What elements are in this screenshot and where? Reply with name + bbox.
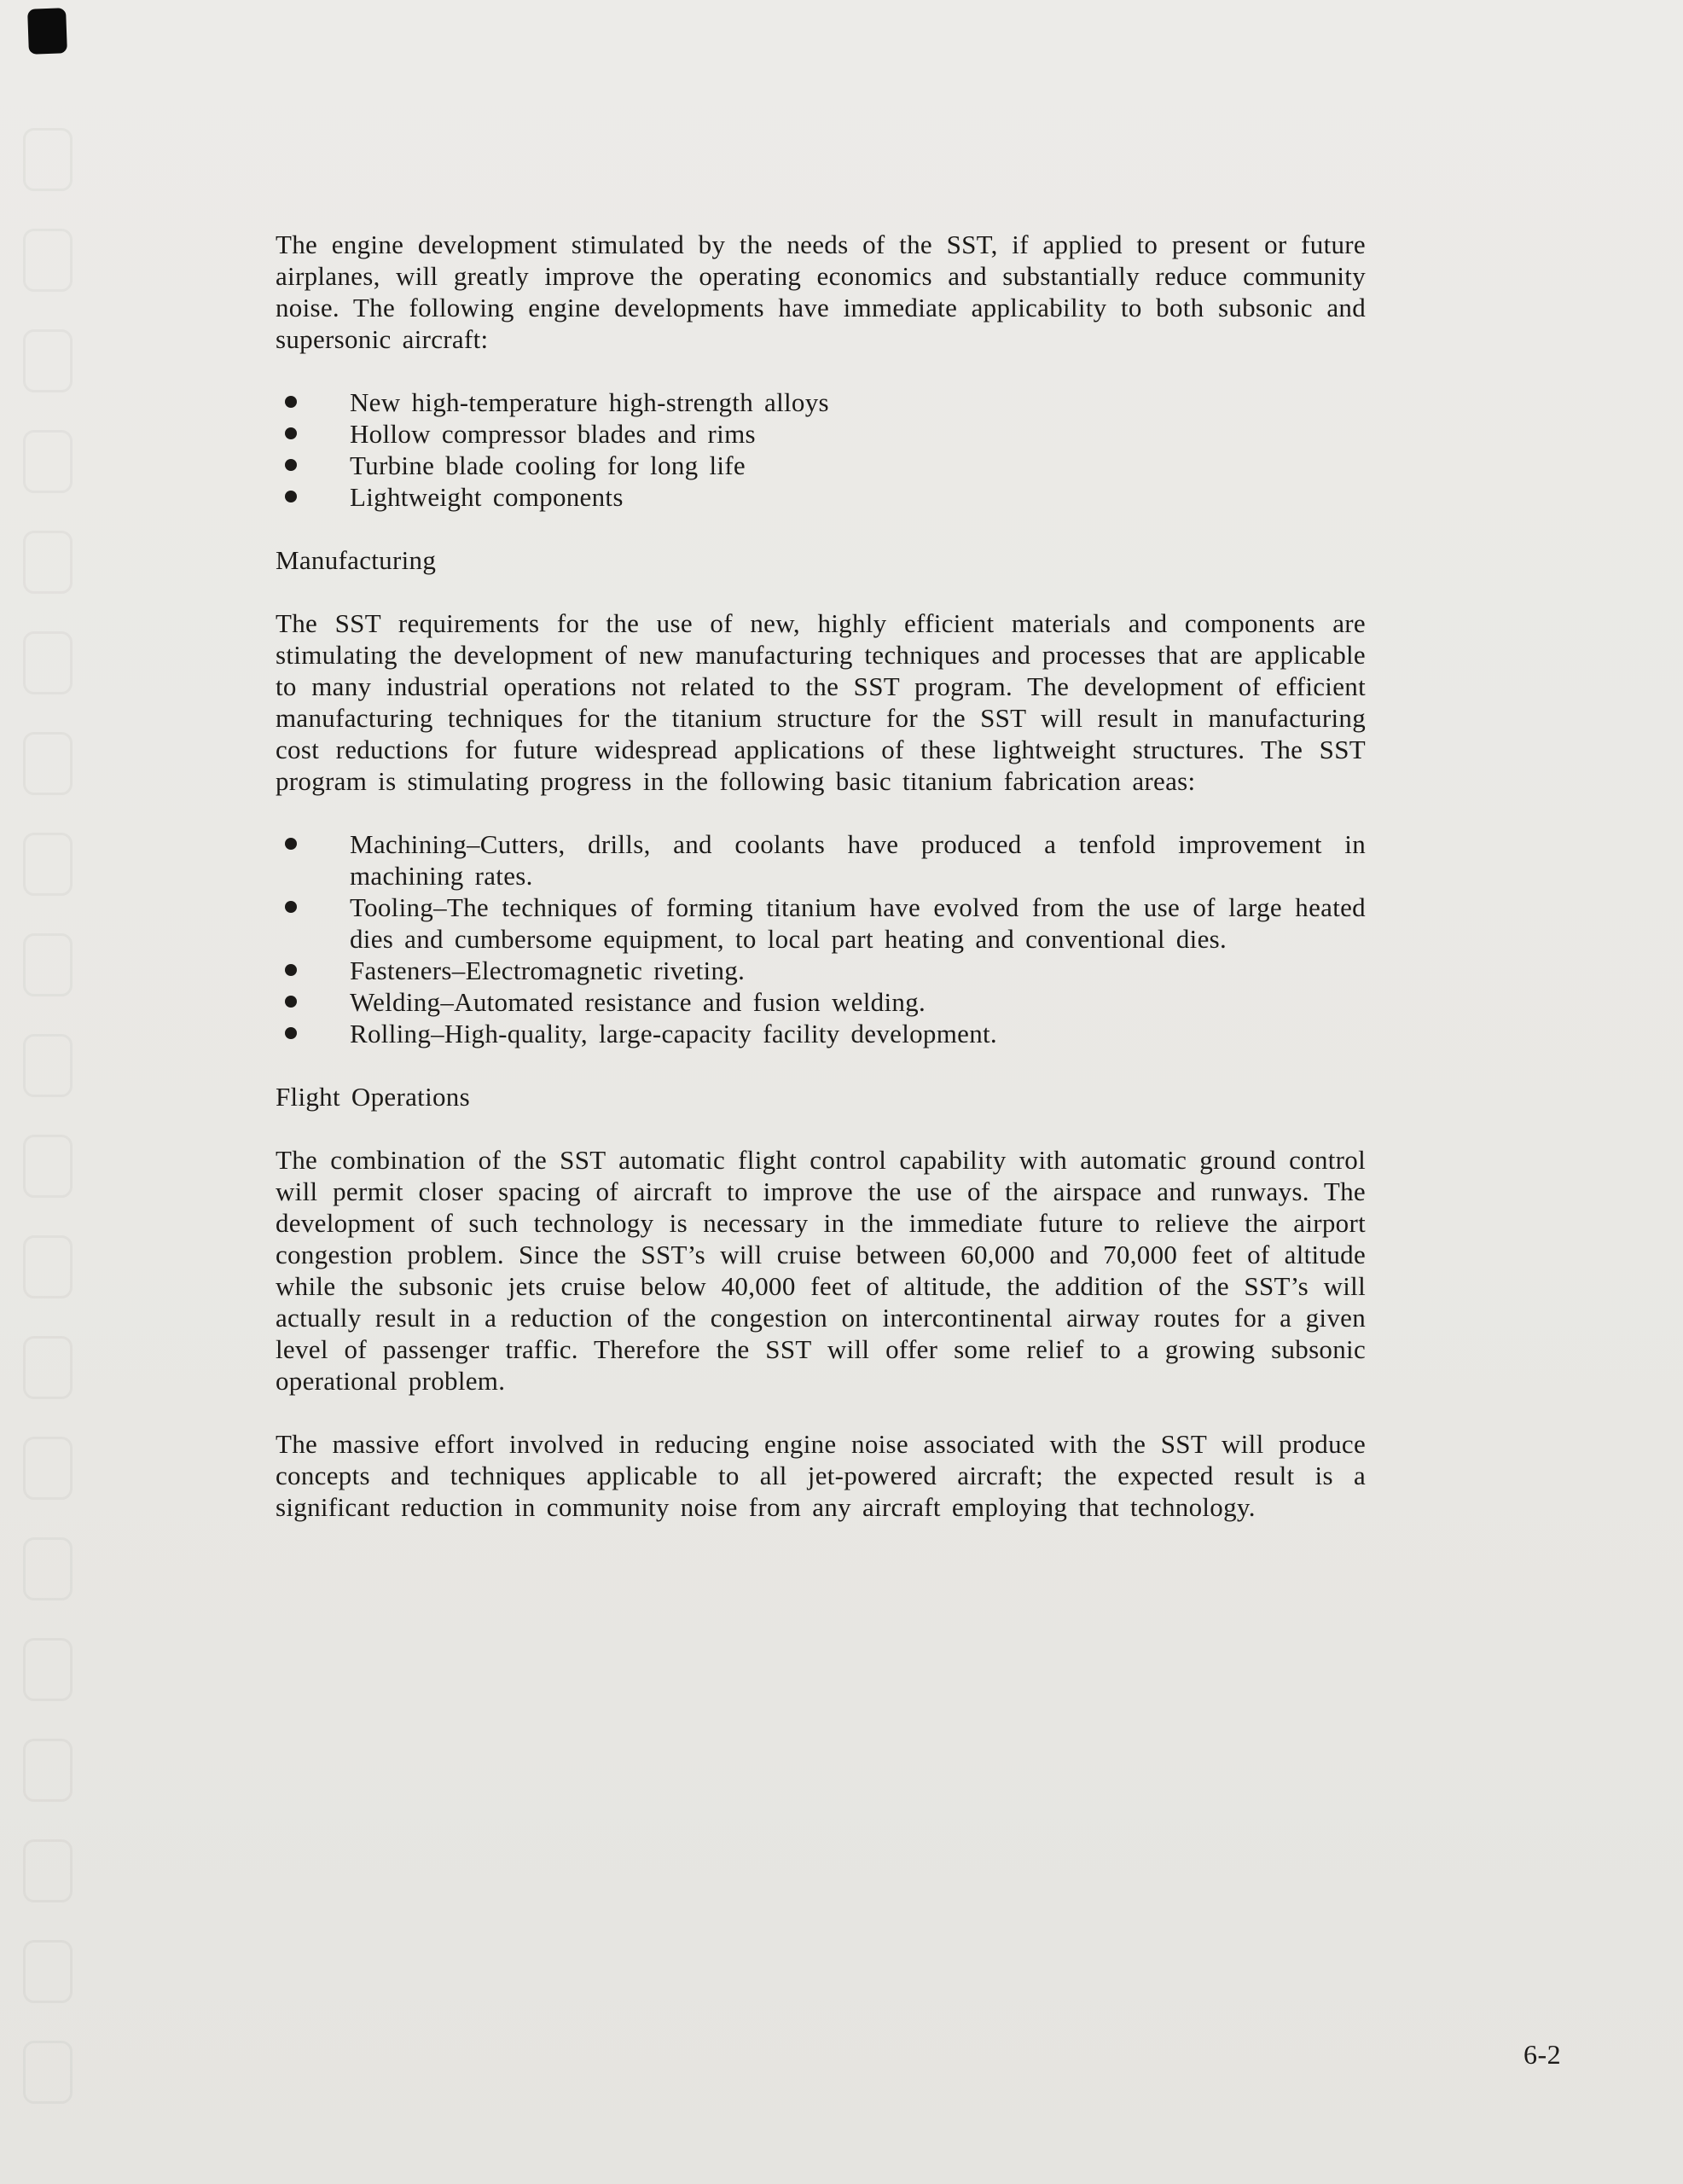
bullet-icon — [285, 996, 297, 1008]
bullet-icon — [285, 396, 297, 408]
ring-shadow — [23, 732, 73, 795]
body-paragraph-engine-noise: The massive effort involved in reducing engine noise associated with the SST will produce concepts and techniques applicable to all jet-powered aircraft; the expected result is a significant reduction in community noise from any aircraft employing that technology. — [276, 1429, 1366, 1522]
list-item-text: Machining–Cutters, drills, and coolants have produced a tenfold improvement in machining rates. — [350, 829, 1366, 891]
list-item — [276, 386, 1366, 418]
list-item — [276, 450, 1366, 481]
list-item-text: Fasteners–Electromagnetic riveting. — [350, 956, 746, 985]
bullet-icon — [285, 491, 297, 502]
list-item-text: Lightweight components — [350, 482, 624, 512]
list-item — [276, 481, 1366, 513]
ring-shadow — [23, 1638, 73, 1701]
section-heading-manufacturing: Manufacturing — [276, 545, 437, 575]
bullet-icon — [285, 901, 297, 913]
ring-shadow — [23, 1135, 73, 1198]
page-content — [276, 229, 1366, 1523]
ring-shadow — [23, 1537, 73, 1600]
ring-shadow — [23, 1739, 73, 1802]
ring-shadow — [23, 631, 73, 694]
body-paragraph-manufacturing: The SST requirements for the use of new, highly efficient materials and components are stimulating the development of new manufacturing techniques and processes that are applicable to many industrial operations not related to the SST program. The development of efficient manufacturing techniques for the titanium structure for the SST will result in manufacturing cost reductions for future widespread applications of these lightweight structures. The SST program is stimulating progress in the following basic titanium fabrication areas: — [276, 608, 1366, 796]
bullet-icon — [285, 459, 297, 471]
ring-shadow — [23, 1940, 73, 2003]
body-paragraph-engine-development: The engine development stimulated by the needs of the SST, if applied to present or future airplanes, will greatly improve the operating economics and substantially reduce community noise. The following engine developments have immediate applicability to both subsonic and supersonic aircraft: — [276, 229, 1366, 354]
list-item-text: Welding–Automated resistance and fusion welding. — [350, 987, 926, 1017]
bullet-icon — [285, 964, 297, 976]
page-number: 6-2 — [1523, 2039, 1562, 2070]
list-item-text: Hollow compressor blades and rims — [350, 419, 756, 449]
ring-shadow — [23, 1336, 73, 1399]
ring-shadow — [23, 2041, 73, 2104]
ring-shadow — [23, 531, 73, 594]
list-item — [276, 418, 1366, 450]
list-item-text: Turbine blade cooling for long life — [350, 450, 746, 480]
ring-shadow — [23, 329, 73, 392]
body-paragraph-flight-operations: The combination of the SST automatic flight control capability with automatic ground control will permit closer spacing of aircraft to improve the use of the airspace and runways. The development of such technology is necessary in the immediate future to relieve the airport congestion problem. Since the SST’s will cruise between 60,000 and 70,000 feet of altitude while the subsonic jets cruise below 40,000 feet of altitude, the addition of the SST’s will actually result in a reduction of the congestion on intercontinental airway routes for a given level of passenger traffic. Therefore the SST will offer some relief to a growing subsonic operational problem. — [276, 1145, 1366, 1396]
ring-shadow — [23, 1437, 73, 1500]
list-item — [276, 892, 1366, 955]
ring-shadow — [23, 833, 73, 896]
bullet-icon — [285, 427, 297, 439]
list-item — [276, 828, 1366, 892]
ring-shadow — [23, 128, 73, 191]
list-item-text: New high-temperature high-strength alloys — [350, 387, 829, 417]
binder-ring-shadows — [0, 0, 102, 2184]
bullet-list-titanium-fabrication — [276, 828, 1366, 1049]
bullet-icon — [285, 1027, 297, 1039]
ring-shadow — [23, 1839, 73, 1902]
list-item — [276, 986, 1366, 1018]
bullet-list-engine-developments — [276, 386, 1366, 513]
ring-shadow — [23, 1034, 73, 1097]
list-item — [276, 955, 1366, 986]
list-item — [276, 1018, 1366, 1049]
ring-shadow — [23, 229, 73, 292]
ring-shadow — [23, 1235, 73, 1298]
ring-shadow — [23, 430, 73, 493]
ring-shadow — [23, 933, 73, 996]
section-heading-flight-operations: Flight Operations — [276, 1082, 470, 1112]
list-item-text: Tooling–The techniques of forming titanium have evolved from the use of large heated dies and cumbersome equipment, to local part heating and conventional dies. — [350, 892, 1366, 954]
list-item-text: Rolling–High-quality, large-capacity facility development. — [350, 1019, 997, 1048]
bullet-icon — [285, 838, 297, 850]
